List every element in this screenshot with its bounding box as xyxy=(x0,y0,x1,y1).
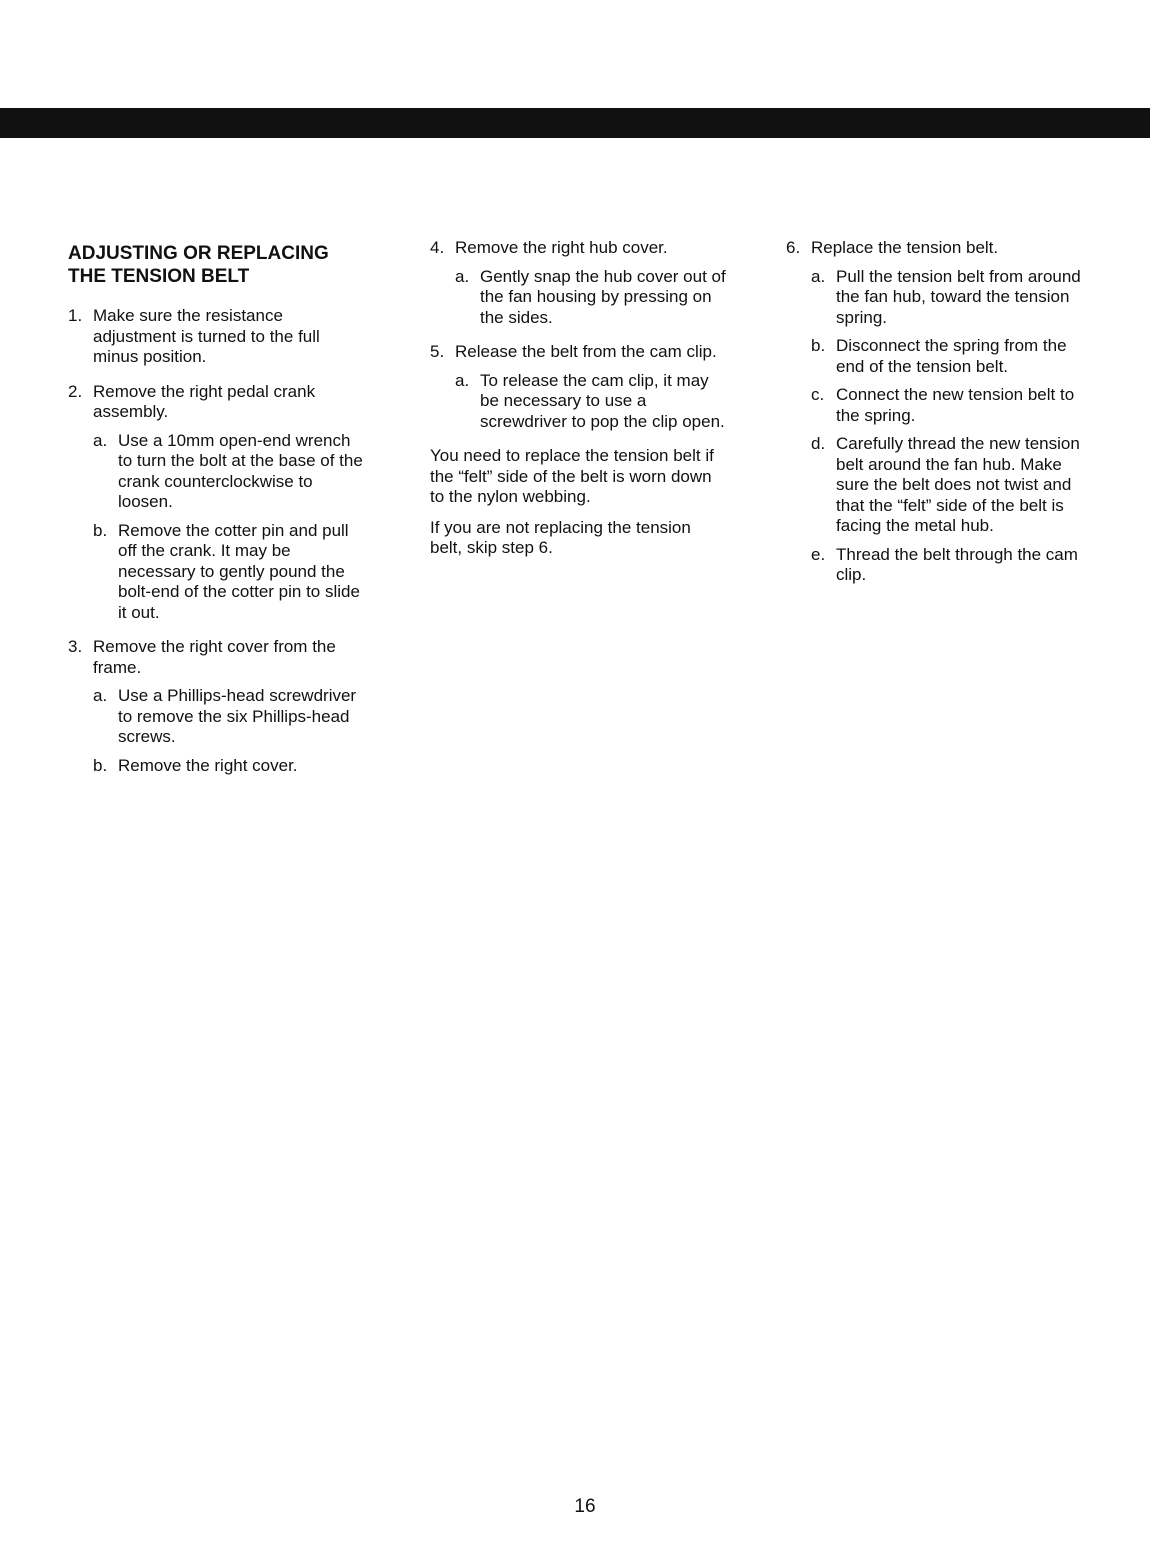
substep-3b xyxy=(93,756,368,777)
step-3 xyxy=(68,637,368,776)
step-5 xyxy=(430,342,726,432)
substep-2b xyxy=(93,521,368,624)
substep-6b xyxy=(811,336,1086,377)
step-number: 1. xyxy=(68,306,83,325)
substep-text: To release the cam clip, it may be necessary to use a screwdriver to pop the clip open. xyxy=(480,370,725,431)
substep-letter: a. xyxy=(455,266,470,286)
substep-text: Gently snap the hub cover out of the fan housing by pressing on the sides. xyxy=(480,266,726,327)
substep-text: Remove the right cover. xyxy=(118,755,298,775)
step-number: 2. xyxy=(68,381,83,401)
column-1 xyxy=(68,238,368,790)
substep-6a xyxy=(811,267,1086,329)
substep-letter: b. xyxy=(93,755,108,775)
substep-3a xyxy=(93,686,368,748)
substep-letter: b. xyxy=(93,520,108,540)
column-2 xyxy=(430,238,726,569)
substep-letter: a. xyxy=(811,266,826,286)
substep-letter: b. xyxy=(811,336,826,355)
step-number: 3. xyxy=(68,637,83,656)
step-text: Make sure the resistance adjustment is turned to the full minus position. xyxy=(93,306,320,366)
substep-letter: e. xyxy=(811,544,826,564)
substep-5a xyxy=(455,371,726,433)
skip-note: If you are not replacing the tension belt, skip step 6. xyxy=(430,517,691,557)
step-text: Release the belt from the cam clip. xyxy=(455,342,717,361)
substep-6c xyxy=(811,385,1086,426)
substep-text: Pull the tension belt from around the fan hub, toward the tension spring. xyxy=(836,266,1081,327)
note-paragraph: You need to replace the tension belt if the “felt” side of the belt is worn down to the nylon webbing. xyxy=(430,446,714,506)
substep-6d xyxy=(811,434,1086,537)
substep-text: Connect the new tension belt to the spring. xyxy=(836,385,1075,425)
step-6 xyxy=(786,238,1086,586)
substep-letter: c. xyxy=(811,385,825,404)
page-number: 16 xyxy=(574,1496,596,1517)
header-bar xyxy=(0,108,1150,138)
substep-6e xyxy=(811,545,1086,586)
step-text: Replace the tension belt. xyxy=(811,238,999,257)
substep-text: Remove the cotter pin and pull off the crank. It may be necessary to gently pound the bolt-end of the cotter pin to slide it out. xyxy=(118,520,360,622)
step-number: 5. xyxy=(430,342,445,361)
step-1 xyxy=(68,306,368,368)
substep-4a xyxy=(455,267,726,329)
step-4 xyxy=(430,238,726,328)
substep-text: Use a 10mm open-end wrench to turn the bolt at the base of the crank counterclockwise to loosen. xyxy=(118,430,363,511)
section-heading: ADJUSTING OR REPLACING THE TENSION BELT xyxy=(68,243,329,287)
substep-text: Use a Phillips-head screwdriver to remove the six Phillips-head screws. xyxy=(118,686,357,746)
step-text: Remove the right cover from the frame. xyxy=(93,637,336,677)
substep-text: Thread the belt through the cam clip. xyxy=(836,544,1078,584)
substep-letter: a. xyxy=(93,686,108,705)
substep-letter: a. xyxy=(455,370,470,390)
step-text: Remove the right hub cover. xyxy=(455,238,668,257)
substep-2a xyxy=(93,431,368,513)
substep-letter: a. xyxy=(93,430,108,450)
step-2 xyxy=(68,382,368,624)
substep-text: Disconnect the spring from the end of the tension belt. xyxy=(836,336,1067,376)
column-3 xyxy=(786,238,1086,600)
step-number: 6. xyxy=(786,238,801,257)
step-text: Remove the right pedal crank assembly. xyxy=(93,381,316,421)
step-number: 4. xyxy=(430,238,445,257)
substep-text: Carefully thread the new tension belt around the fan hub. Make sure the belt does not twist and that the “felt” side of the belt is facing the metal hub. xyxy=(836,434,1080,535)
substep-letter: d. xyxy=(811,434,826,453)
